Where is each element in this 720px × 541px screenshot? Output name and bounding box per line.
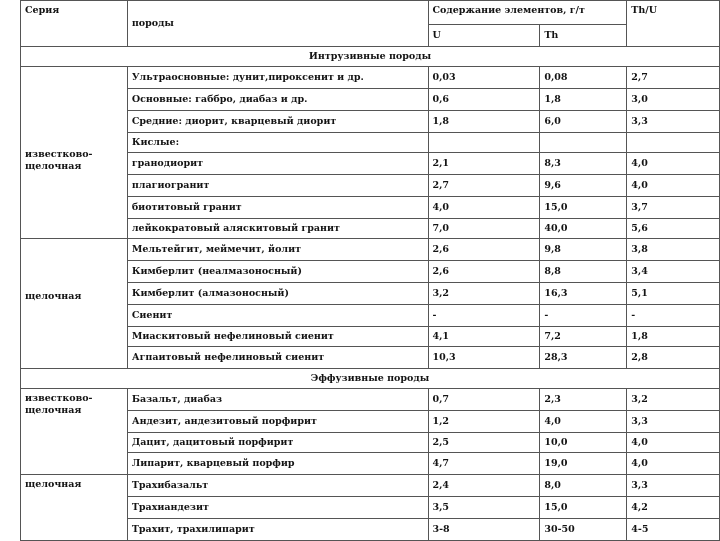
rock-name: Средние: диорит, кварцевый диорит (127, 111, 428, 133)
ratio-value: 2,8 (627, 347, 720, 369)
rock-name: Дацит, дацитовый порфирит (127, 433, 428, 453)
u-value: 0,6 (428, 89, 540, 111)
ratio-value: 4,0 (627, 175, 720, 197)
table-row (21, 475, 720, 497)
ratio-value: 4-5 (627, 519, 720, 541)
th-value: 30-50 (540, 519, 627, 541)
rock-name: лейкократовый аляскитовый гранит (127, 219, 428, 239)
ratio-value: 3,8 (627, 239, 720, 261)
table-row (21, 67, 720, 89)
th-value: 15,0 (540, 197, 627, 219)
u-value: 4,1 (428, 327, 540, 347)
rock-name: Кимберлит (алмазоносный) (127, 283, 428, 305)
u-value: 4,0 (428, 197, 540, 219)
section-row-intrusive (21, 47, 720, 67)
th-value: 7,2 (540, 327, 627, 347)
rock-name: Трахит, трахилипарит (127, 519, 428, 541)
series-calc-alkaline-effusive: известково-щелочная (21, 389, 128, 475)
ratio-value: 4,0 (627, 433, 720, 453)
rock-name: Мельтейгит, меймечит, йолит (127, 239, 428, 261)
rock-name: Кислые: (127, 133, 428, 153)
rock-name: Трахибазальт (127, 475, 428, 497)
rock-name: Кимберлит (неалмазоносный) (127, 261, 428, 283)
rock-name: Андезит, андезитовый порфирит (127, 411, 428, 433)
ratio-value: 4,0 (627, 453, 720, 475)
ratio-value: 3,0 (627, 89, 720, 111)
th-value: 9,8 (540, 239, 627, 261)
section-effusive: Эффузивные породы (21, 369, 720, 389)
th-value: 28,3 (540, 347, 627, 369)
series-alkaline-effusive: щелочная (21, 475, 128, 541)
ratio-value: 3,3 (627, 475, 720, 497)
header-row (21, 1, 720, 25)
rock-name: Ультраосновные: дунит,пироксенит и др. (127, 67, 428, 89)
rock-name: Липарит, кварцевый порфир (127, 453, 428, 475)
element-content-table (20, 0, 720, 541)
ratio-value: 3,3 (627, 111, 720, 133)
th-value: 2,3 (540, 389, 627, 411)
u-value: 2,7 (428, 175, 540, 197)
th-value: 6,0 (540, 111, 627, 133)
header-th: Th (540, 25, 627, 47)
u-value: 1,2 (428, 411, 540, 433)
th-value: 16,3 (540, 283, 627, 305)
rock-name: плагиогранит (127, 175, 428, 197)
th-value: 8,3 (540, 153, 627, 175)
header-porody: породы (127, 1, 428, 47)
u-value: 3,2 (428, 283, 540, 305)
series-calc-alkaline: известково-щелочная (21, 67, 128, 239)
ratio-value: 1,8 (627, 327, 720, 347)
ratio-value: 3,4 (627, 261, 720, 283)
table-row (21, 389, 720, 411)
u-value: 2,1 (428, 153, 540, 175)
th-value: 10,0 (540, 433, 627, 453)
ratio-value: - (627, 305, 720, 327)
u-value: 2,4 (428, 475, 540, 497)
rock-name: гранодиорит (127, 153, 428, 175)
section-intrusive: Интрузивные породы (21, 47, 720, 67)
ratio-value: 3,3 (627, 411, 720, 433)
series-alkaline: щелочная (21, 239, 128, 369)
u-value: 3-8 (428, 519, 540, 541)
header-ratio: Th/U (627, 1, 720, 47)
header-u: U (428, 25, 540, 47)
u-value: 1,8 (428, 111, 540, 133)
rock-name: Сиенит (127, 305, 428, 327)
th-value: 40,0 (540, 219, 627, 239)
u-value: - (428, 305, 540, 327)
u-value: 2,6 (428, 261, 540, 283)
ratio-value: 2,7 (627, 67, 720, 89)
th-value: 15,0 (540, 497, 627, 519)
u-value: 2,6 (428, 239, 540, 261)
rock-name: Базальт, диабаз (127, 389, 428, 411)
header-seria: Серия (21, 1, 128, 47)
th-value: - (540, 305, 627, 327)
header-content: Содержание элементов, г/т (428, 1, 627, 25)
ratio-value: 5,6 (627, 219, 720, 239)
th-value: 8,8 (540, 261, 627, 283)
u-value: 0,03 (428, 67, 540, 89)
th-value: 8,0 (540, 475, 627, 497)
u-value (428, 133, 540, 153)
th-value: 4,0 (540, 411, 627, 433)
u-value: 3,5 (428, 497, 540, 519)
section-row-effusive (21, 369, 720, 389)
ratio-value: 4,0 (627, 153, 720, 175)
ratio-value (627, 133, 720, 153)
rock-name: Основные: габбро, диабаз и др. (127, 89, 428, 111)
th-value (540, 133, 627, 153)
rock-name: Миаскитовый нефелиновый сиенит (127, 327, 428, 347)
ratio-value: 4,2 (627, 497, 720, 519)
rock-name: биотитовый гранит (127, 197, 428, 219)
rock-name: Агпаитовый нефелиновый сиенит (127, 347, 428, 369)
ratio-value: 3,7 (627, 197, 720, 219)
u-value: 7,0 (428, 219, 540, 239)
th-value: 0,08 (540, 67, 627, 89)
table-row (21, 239, 720, 261)
u-value: 2,5 (428, 433, 540, 453)
ratio-value: 5,1 (627, 283, 720, 305)
th-value: 1,8 (540, 89, 627, 111)
rock-name: Трахиандезит (127, 497, 428, 519)
u-value: 0,7 (428, 389, 540, 411)
th-value: 19,0 (540, 453, 627, 475)
th-value: 9,6 (540, 175, 627, 197)
u-value: 4,7 (428, 453, 540, 475)
ratio-value: 3,2 (627, 389, 720, 411)
u-value: 10,3 (428, 347, 540, 369)
